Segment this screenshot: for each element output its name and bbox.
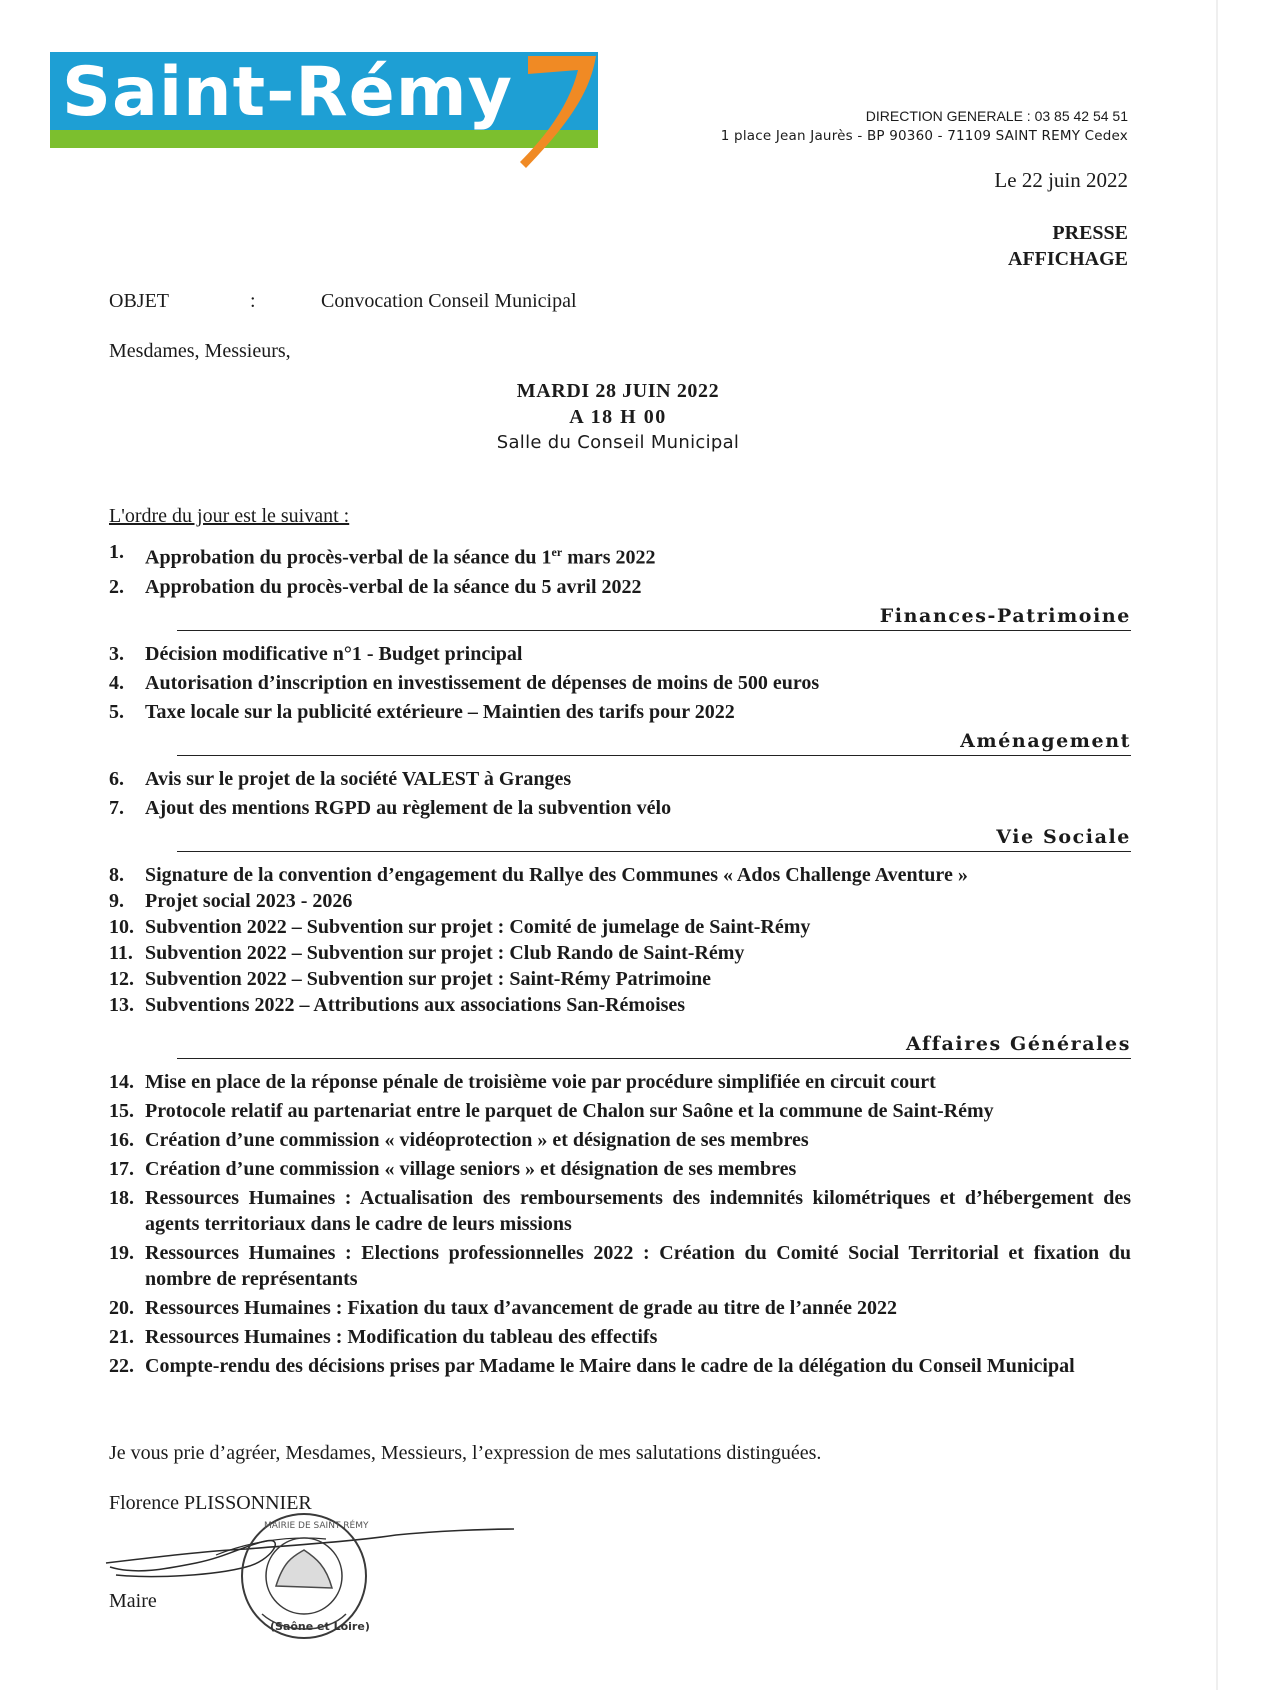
agenda-item-number: 15. [109,1099,134,1122]
agenda-item [109,888,1131,914]
municipal-stamp-icon [234,1506,374,1646]
agenda-item-text: Mise en place de la réponse pénale de troisième voie par procédure simplifiée en circuit court [145,1070,936,1093]
agenda-item [109,574,1131,600]
agenda-item [109,1185,1131,1237]
agenda-item [109,1156,1131,1182]
agenda-intro: L'ordre du jour est le suivant : [109,505,350,527]
agenda-item-text: Approbation du procès-verbal de la séance du 1er mars 2022 [145,545,656,569]
agenda-item-number: 16. [109,1128,134,1151]
agenda-item [109,795,1131,821]
logo-text: Saint-Rémy [62,53,513,132]
agenda-item [109,966,1131,992]
agenda-item [109,699,1131,725]
greeting: Mesdames, Messieurs, [109,340,291,362]
contact-phone: DIRECTION GENERALE : 03 85 42 54 51 [865,108,1128,124]
distribution-press: PRESSE [1052,222,1128,244]
agenda-item [109,940,1131,966]
agenda-item-text: Taxe locale sur la publicité extérieure – Maintien des tarifs pour 2022 [145,700,735,723]
agenda-item-text: Ressources Humaines : Fixation du taux d’avancement de grade au titre de l’année 2022 [145,1296,898,1319]
meeting-day: MARDI 28 JUIN 2022 [516,380,720,402]
agenda-item-text: Subvention 2022 – Subvention sur projet : Club Rando de Saint-Rémy [145,941,745,964]
agenda-item-text: Protocole relatif au partenariat entre le parquet de Chalon sur Saône et la commune de Saint-Rémy [145,1099,994,1122]
agenda-item-number: 20. [109,1296,134,1319]
signer-name: Florence PLISSONNIER [109,1492,312,1514]
agenda-item [109,539,1131,571]
agenda-item [109,1098,1131,1124]
agenda-item-number: 17. [109,1157,134,1180]
agenda-item-number: 2. [109,575,124,598]
meeting-room: Salle du Conseil Municipal [496,432,740,453]
agenda-item [109,914,1131,940]
agenda-item-number: 3. [109,642,124,665]
agenda-item [109,1324,1131,1350]
section-heading-affaires-generales: Affaires Générales [177,1032,1131,1059]
agenda-item-text: Signature de la convention d’engagement du Rallye des Communes « Ados Challenge Aventure » [145,863,968,886]
agenda-item-text: Création d’une commission « vidéoprotection » et désignation de ses membres [145,1128,809,1151]
agenda-item-number: 18. [109,1186,134,1209]
agenda-item-text: Approbation du procès-verbal de la séance du 5 avril 2022 [145,575,642,598]
agenda [109,539,1131,1382]
section-heading-finances: Finances-Patrimoine [177,604,1131,631]
agenda-item [109,1353,1131,1379]
saint-remy-logo [50,52,598,172]
agenda-item-number: 1. [109,541,124,563]
agenda-item [109,992,1131,1018]
agenda-item [109,1240,1131,1292]
agenda-item-number: 12. [109,967,134,990]
agenda-item [109,766,1131,792]
agenda-item-number: 6. [109,767,124,790]
meeting-info [390,378,846,456]
stamp-top-text: MAIRIE DE SAINT RÉMY [264,1521,369,1531]
agenda-item-text: Compte-rendu des décisions prises par Madame le Maire dans le cadre de la délégation du Conseil Municipal [145,1354,1075,1377]
agenda-item-number: 14. [109,1070,134,1093]
distribution-list [1008,220,1128,272]
agenda-item-text: Création d’une commission « village seniors » et désignation de ses membres [145,1157,797,1180]
agenda-item-text: Ressources Humaines : Modification du tableau des effectifs [145,1325,658,1348]
agenda-item-number: 13. [109,993,134,1016]
agenda-item-text: Subvention 2022 – Subvention sur projet : Saint-Rémy Patrimoine [145,967,711,990]
agenda-item-text: Subventions 2022 – Attributions aux associations San-Rémoises [145,993,686,1016]
agenda-item [109,1295,1131,1321]
contact-info [721,106,1128,146]
agenda-item-text: Projet social 2023 - 2026 [145,889,353,912]
agenda-item [109,1069,1131,1095]
agenda-item-number: 19. [109,1241,134,1264]
contact-address: 1 place Jean Jaurès - BP 90360 - 71109 SAINT REMY Cedex [720,128,1128,144]
logo-swoosh-icon [50,52,598,172]
agenda-item-number: 21. [109,1325,134,1348]
stamp-bottom-text: (Saône et Loire) [270,1620,370,1633]
agenda-item-number: 8. [109,863,124,886]
agenda-item-number: 22. [109,1354,134,1377]
agenda-item [109,862,1131,888]
section-heading-amenagement: Aménagement [177,729,1131,756]
agenda-item-text: Subvention 2022 – Subvention sur projet : Comité de jumelage de Saint-Rémy [145,915,811,938]
agenda-item-text: Autorisation d’inscription en investissement de dépenses de moins de 500 euros [145,671,820,694]
agenda-item-number: 7. [109,796,124,819]
subject-separator: : [250,290,256,312]
agenda-item-number: 4. [109,671,124,694]
signer-role: Maire [109,1590,157,1612]
closing-formula: Je vous prie d’agréer, Mesdames, Messieurs, l’expression de mes salutations distinguées. [109,1442,822,1464]
agenda-item-number: 11. [109,941,133,964]
distribution-display: AFFICHAGE [1008,248,1128,270]
subject-label: OBJET [109,290,169,312]
letter-date: Le 22 juin 2022 [994,168,1128,192]
agenda-item-number: 10. [109,915,134,938]
meeting-time: A 18 H 00 [569,406,667,428]
agenda-item-text: Ressources Humaines : Elections professionnelles 2022 : Création du Comité Social Territorial et fixation du nombre de représentants [145,1241,1131,1290]
agenda-item [109,1127,1131,1153]
agenda-item [109,670,1131,696]
agenda-item-text: Ajout des mentions RGPD au règlement de la subvention vélo [145,796,672,819]
subject-value: Convocation Conseil Municipal [321,290,577,312]
page-edge [1216,0,1218,1690]
section-heading-vie-sociale: Vie Sociale [177,825,1131,852]
agenda-item-number: 5. [109,700,124,723]
agenda-item-text: Avis sur le projet de la société VALEST à Granges [145,767,572,790]
agenda-item [109,641,1131,667]
agenda-item-text: Ressources Humaines : Actualisation des remboursements des indemnités kilométriques et d’hébergement des agents territoriaux dans le cadre de leurs missions [145,1186,1131,1235]
agenda-item-text: Décision modificative n°1 - Budget principal [145,642,523,665]
agenda-item-number: 9. [109,889,124,912]
